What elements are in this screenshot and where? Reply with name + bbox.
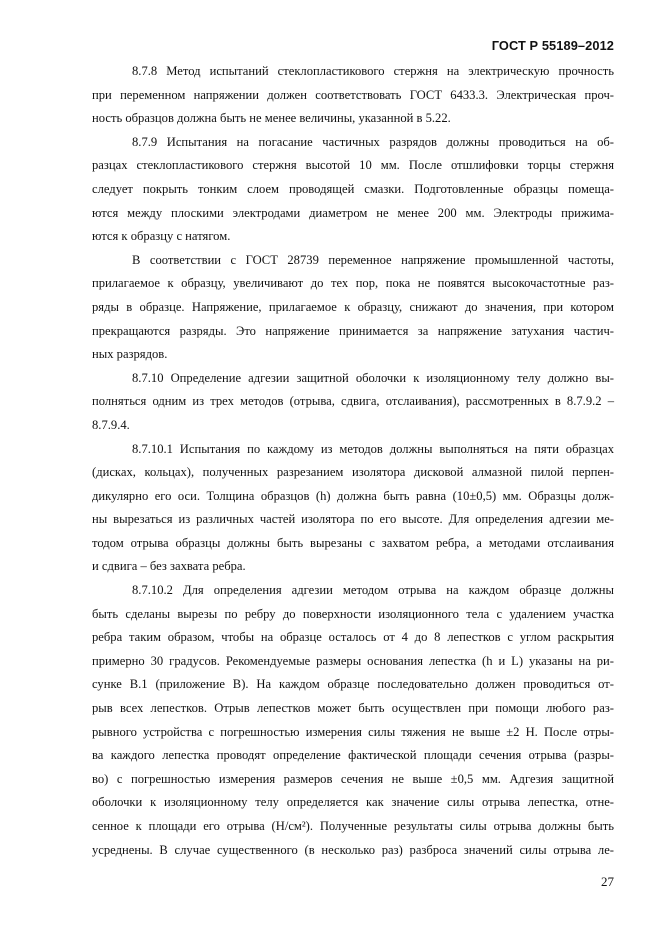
- text-line: ребра таким образом, чтобы на образце осталось от 4 до 8 лепестков с углом раскрытия: [92, 630, 614, 645]
- document-header: ГОСТ Р 55189–2012: [491, 38, 614, 53]
- text-line: оболочки к изоляционному телу определяется как значение силы отрыва лепестка, отне-: [92, 795, 614, 810]
- text-line: ряды в образце. Напряжение, прилагаемое к образцу, снижают до значения, при котором: [92, 299, 614, 314]
- text-line: ются к образцу с натягом.: [92, 229, 231, 244]
- text-line: 8.7.8 Метод испытаний стеклопластикового стержня на электрическую прочность: [132, 64, 614, 78]
- text-line: ются между плоскими электродами диаметром не менее 200 мм. Электроды прижима-: [92, 205, 614, 220]
- text-line: ность образцов должна быть не менее величины, указанной в 5.22.: [92, 111, 451, 126]
- text-line: прилагаемое к образцу, увеличивают до тех пор, пока не появятся высокочастотные раз-: [92, 276, 614, 291]
- text-line: В соответствии с ГОСТ 28739 переменное напряжение промышленной частоты,: [132, 252, 614, 267]
- text-line: и сдвига – без захвата ребра.: [92, 559, 246, 574]
- text-line: следует покрыть тонким слоем проводящей смазки. Подготовленные образцы помеща-: [92, 181, 614, 196]
- text-line: тодом отрыва образцы должны быть вырезаны с захватом ребра, а методами отслаивания: [92, 535, 614, 550]
- text-line: быть сделаны вырезы по ребру до поверхности изоляционного тела с удалением участка: [92, 606, 614, 621]
- text-line: ны вырезаться из различных частей изолятора по его высоте. Для определения адгезии ме-: [92, 512, 614, 527]
- text-line: 8.7.10 Определение адгезии защитной оболочки к изоляционному телу должно вы-: [132, 370, 614, 385]
- text-line: 8.7.9.4.: [92, 417, 130, 432]
- text-line: во) с погрешностью измерения размеров сечения не выше ±0,5 мм. Адгезия защитной: [92, 771, 614, 786]
- page-number: 27: [601, 874, 614, 889]
- text-line: разцах стеклопластикового стержня высотой 10 мм. После отшлифовки торцы стержня: [92, 158, 614, 173]
- text-line: прекращаются разряды. Это напряжение принимается за напряжение затухания частич-: [92, 323, 614, 338]
- text-line: 8.7.9 Испытания на погасание частичных разрядов должны проводиться на об-: [132, 134, 614, 149]
- text-line: рыв всех лепестков. Отрыв лепестков может быть осуществлен при помощи любого раз-: [92, 701, 614, 716]
- text-line: сенное к площади его отрыва (Н/см²). Полученные результаты силы отрыва должны быть: [92, 819, 614, 833]
- text-line: 8.7.10.2 Для определения адгезии методом отрыва на каждом образце должны: [132, 583, 614, 598]
- text-line: усреднены. В случае существенного (в несколько раз) разброса значений силы отрыва ле-: [92, 842, 614, 857]
- text-line: примерно 30 градусов. Рекомендуемые размеры основания лепестка (h и L) указаны на ри-: [92, 653, 614, 668]
- text-line: (дисках, кольцах), полученных разрезанием изолятора дисковой алмазной пилой перпен-: [92, 465, 614, 480]
- text-line: ных разрядов.: [92, 347, 168, 362]
- document-body: [92, 60, 614, 862]
- text-line: рывного устройства с погрешностью измерения силы тяжения не выше ±2 Н. После отры-: [92, 724, 614, 739]
- text-line: при переменном напряжении должен соответствовать ГОСТ 6433.3. Электрическая проч-: [92, 87, 614, 102]
- text-line: 8.7.10.1 Испытания по каждому из методов должны выполняться на пяти образцах: [132, 441, 614, 456]
- text-line: сунке В.1 (приложение В). На каждом образце последовательно должен проводиться от-: [92, 677, 614, 692]
- text-line: полняться одним из трех методов (отрыва, сдвига, отслаивания), рассмотренных в 8.7.9.2 –: [92, 394, 614, 409]
- text-line: дикулярно его оси. Толщина образцов (h) должна быть равна (10±0,5) мм. Образцы долж-: [92, 488, 614, 503]
- text-line: ва каждого лепестка проводят определение фактической площади сечения отрыва (разры-: [92, 748, 614, 763]
